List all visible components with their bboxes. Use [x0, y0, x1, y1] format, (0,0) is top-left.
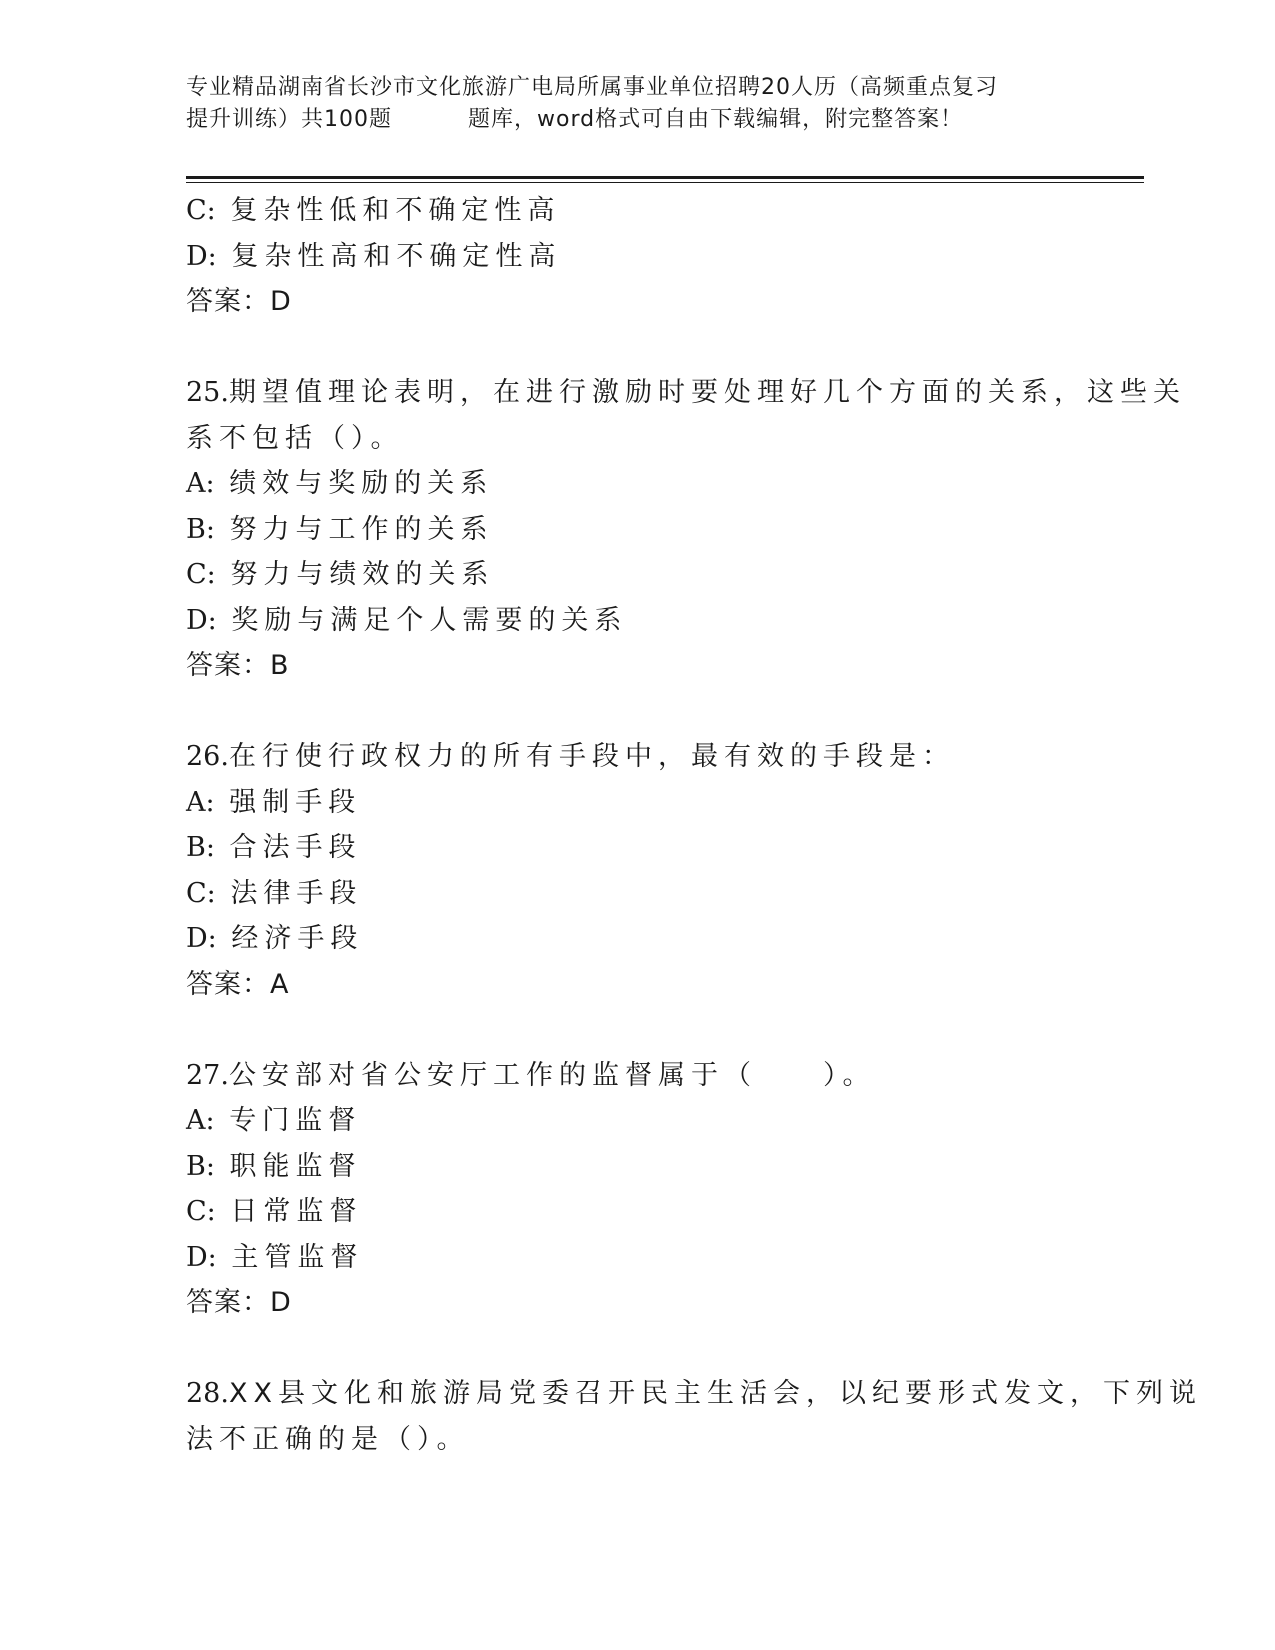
option-letter: C: — [186, 559, 216, 590]
option-line — [186, 234, 1086, 280]
option-letter: C: — [186, 877, 216, 909]
option-letter: B: — [186, 832, 215, 863]
option-line — [186, 188, 1086, 234]
option-line — [186, 598, 1086, 644]
question-stem — [186, 1371, 1202, 1417]
option-line — [186, 825, 1086, 871]
option-line — [186, 1098, 1086, 1144]
question-text-line-1: 在行使行政权力的所有手段中，最有效的手段是： — [228, 741, 955, 772]
header-line-1: 专业精品湖南省长沙市文化旅游广电局所属事业单位招聘20人历（高频重点复习 — [186, 75, 998, 100]
option-letter: A: — [186, 786, 215, 818]
option-line — [186, 552, 1086, 598]
question-stem — [186, 370, 1186, 416]
option-text: 合法手段 — [229, 832, 362, 863]
option-line — [186, 507, 1086, 553]
answer-line: 答案：B — [186, 650, 290, 681]
option-text: 法律手段 — [230, 877, 363, 909]
answer-line: 答案：D — [186, 1287, 292, 1318]
option-text: 经济手段 — [231, 923, 364, 954]
question-text-line-1: 期望值理论表明，在进行激励时要处理好几个方面的关系，这些关 — [228, 377, 1186, 408]
option-letter: D: — [186, 923, 217, 954]
option-line — [186, 1235, 1086, 1281]
question-text-line-1: XX县文化和旅游局党委召开民主生活会，以纪要形式发文，下列说 — [228, 1378, 1202, 1409]
question-block-previous — [186, 188, 1086, 325]
question-block-28 — [186, 1371, 1202, 1462]
question-number: 27. — [186, 1059, 229, 1091]
option-letter: A: — [186, 468, 215, 499]
option-letter: C: — [186, 195, 216, 226]
header-line-2-part-a: 提升训练）共100题 — [186, 107, 392, 132]
option-text: 努力与工作的关系 — [229, 513, 494, 545]
question-text-line-1: 公安部对省公安厅工作的监督属于（ ）。 — [228, 1059, 876, 1091]
document-body — [186, 188, 1202, 1462]
option-text: 努力与绩效的关系 — [230, 559, 495, 590]
option-letter: A: — [186, 1105, 215, 1136]
answer-line: 答案：A — [186, 968, 290, 1000]
option-text: 复杂性高和不确定性高 — [231, 240, 562, 272]
option-line — [186, 461, 1086, 507]
option-letter: D: — [186, 1241, 217, 1273]
option-text: 复杂性低和不确定性高 — [230, 195, 561, 226]
option-line — [186, 1144, 1086, 1190]
question-number: 26. — [186, 741, 229, 772]
question-text-line-2: 系不包括（）。 — [186, 422, 404, 454]
question-text-line-2: 法不正确的是（）。 — [186, 1423, 470, 1455]
option-line — [186, 916, 1086, 962]
option-text: 职能监督 — [229, 1150, 362, 1182]
option-letter: C: — [186, 1196, 216, 1227]
option-text: 强制手段 — [229, 786, 362, 818]
option-letter: B: — [186, 1150, 215, 1182]
option-text: 专门监督 — [229, 1105, 362, 1136]
option-text: 日常监督 — [230, 1196, 363, 1227]
question-number: 28. — [186, 1378, 229, 1409]
option-text: 奖励与满足个人需要的关系 — [231, 604, 628, 636]
option-line — [186, 780, 1086, 826]
option-line — [186, 1189, 1086, 1235]
answer-line: 答案：D — [186, 286, 292, 317]
question-stem — [186, 734, 1086, 780]
document-header — [186, 72, 1086, 136]
question-block-25 — [186, 370, 1186, 689]
option-line — [186, 871, 1086, 917]
option-letter: D: — [186, 604, 217, 636]
option-text: 主管监督 — [231, 1241, 364, 1273]
question-block-27 — [186, 1053, 1086, 1326]
question-number: 25. — [186, 377, 229, 408]
option-letter: D: — [186, 240, 217, 272]
header-rule — [186, 176, 1144, 183]
header-line-2 — [186, 104, 1086, 136]
header-line-2-part-b: 题库，word格式可自由下载编辑，附完整答案！ — [468, 107, 964, 132]
option-letter: B: — [186, 513, 215, 545]
question-stem — [186, 1053, 1086, 1099]
question-block-26 — [186, 734, 1086, 1007]
option-text: 绩效与奖励的关系 — [229, 468, 494, 499]
